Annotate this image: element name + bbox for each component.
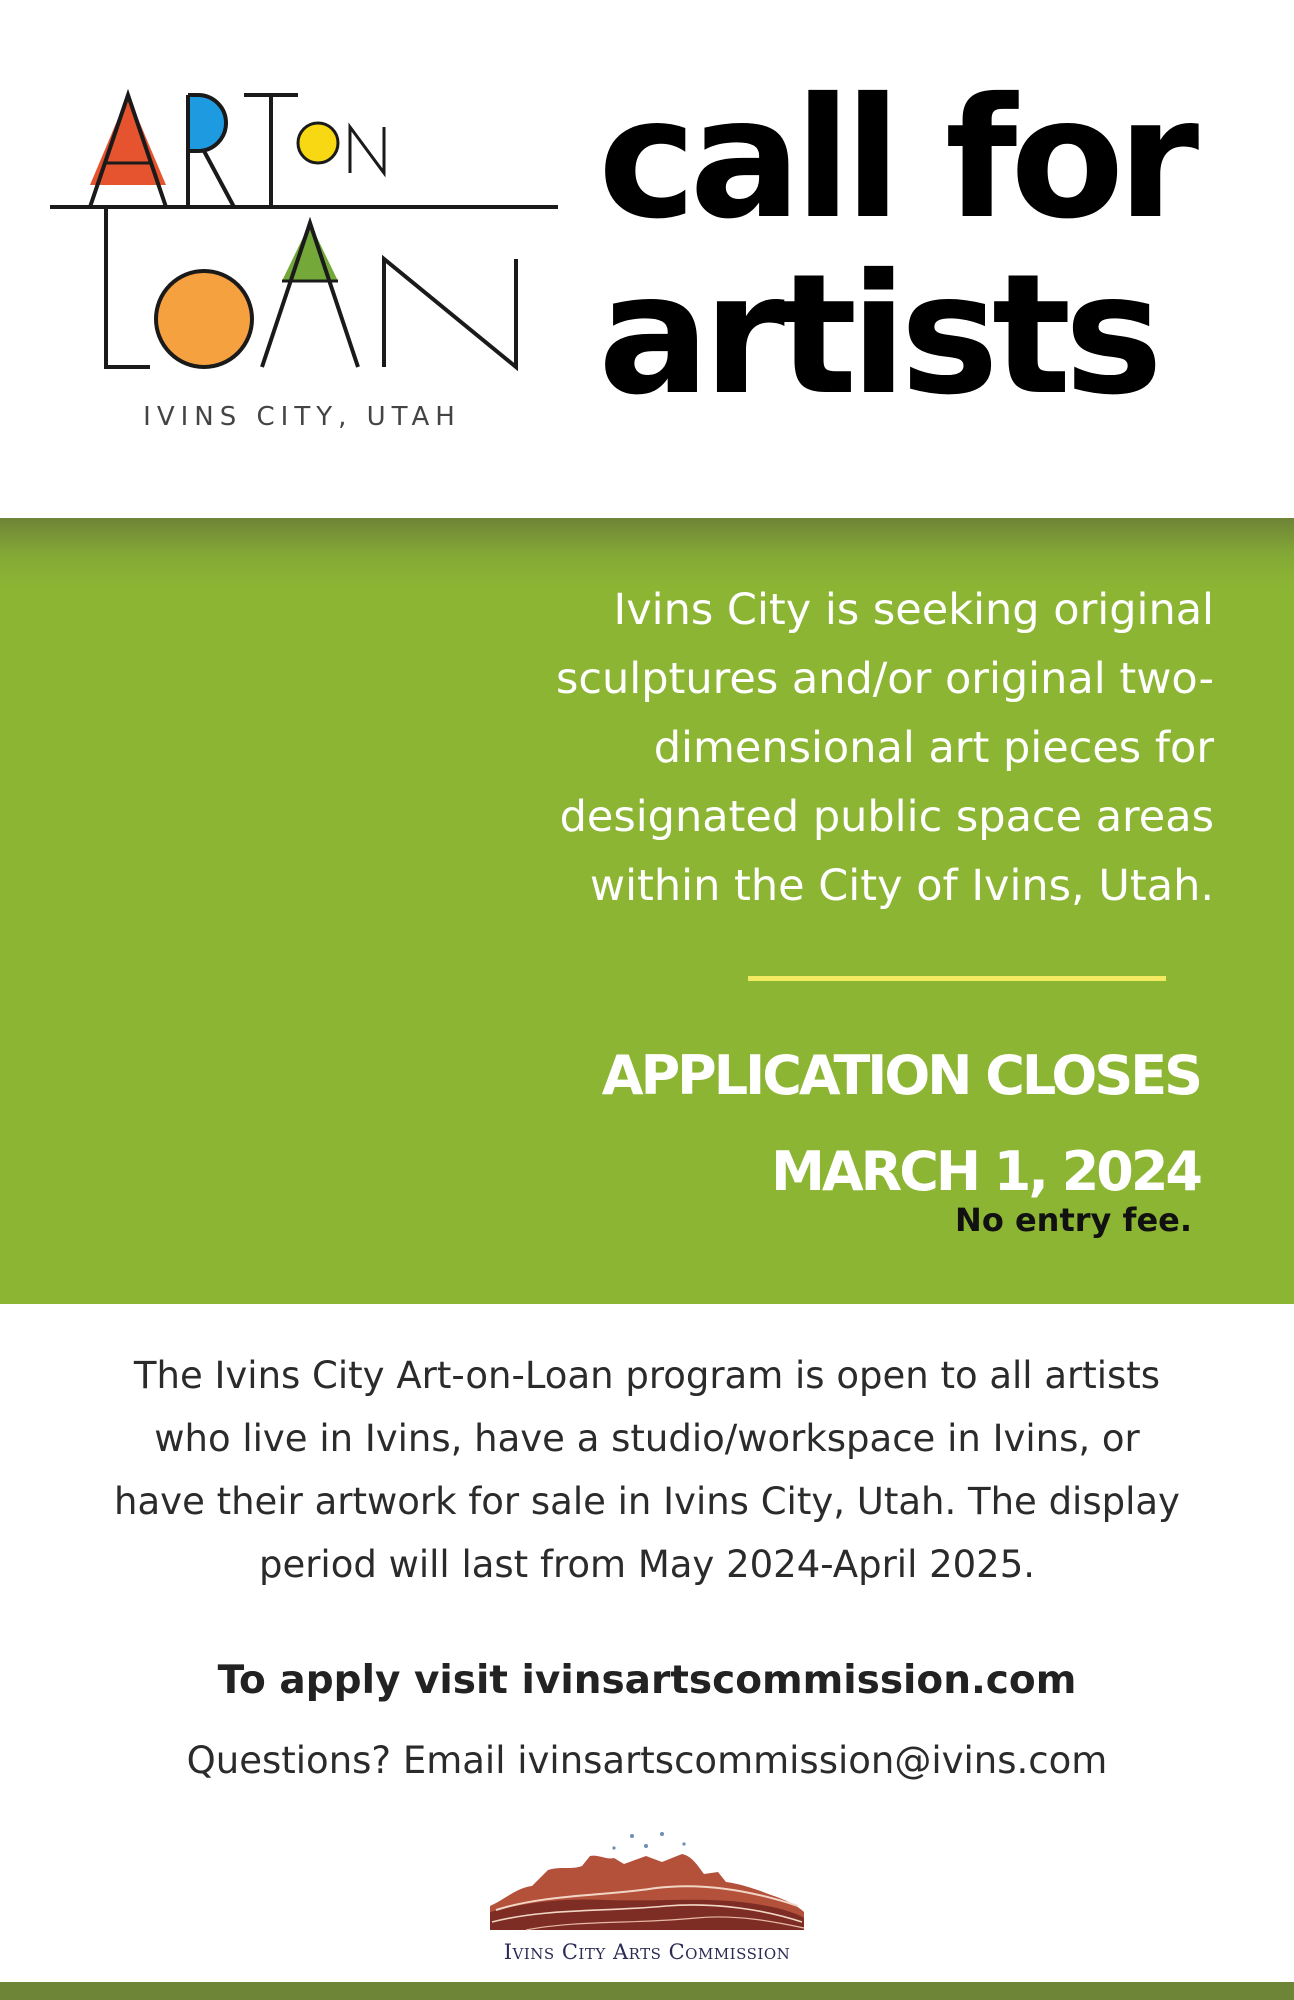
intro-line: within the City of Ivins, Utah. xyxy=(589,861,1214,911)
header-section xyxy=(0,0,1294,518)
program-line: have their artwork for sale in Ivins City, Utah. The display xyxy=(114,1480,1180,1523)
logo-letter-n-small xyxy=(350,127,384,173)
headline-line-1: call for xyxy=(598,63,1193,256)
footer-bar xyxy=(0,1982,1294,2000)
intro-text xyxy=(454,576,1214,921)
program-description xyxy=(60,1344,1234,1596)
apply-link[interactable]: To apply visit ivinsartscommission.com xyxy=(217,1658,1077,1703)
logo-letter-n xyxy=(384,259,516,367)
intro-line: Ivins City is seeking original xyxy=(613,585,1214,635)
logo-location: IVINS CITY, UTAH xyxy=(143,402,461,432)
logo-letter-a2-fill xyxy=(282,223,338,281)
logo-letter-o-large xyxy=(156,271,252,367)
headline-line-2: artists xyxy=(598,239,1157,432)
program-line: period will last from May 2024-April 2025. xyxy=(258,1543,1036,1586)
intro-line: dimensional art pieces for xyxy=(653,723,1214,773)
entry-fee-note: No entry fee. xyxy=(955,1201,1192,1239)
logo-letter-o-small xyxy=(298,123,338,163)
details-section xyxy=(0,1304,1294,1982)
intro-line: sculptures and/or original two- xyxy=(556,654,1214,704)
application-deadline xyxy=(400,1028,1200,1220)
divider xyxy=(748,976,1166,981)
deadline-line-1: APPLICATION CLOSES xyxy=(601,1044,1200,1107)
questions-email[interactable]: Questions? Email ivinsartscommission@ivins.com xyxy=(186,1739,1108,1782)
deadline-date: MARCH 1, 2024 xyxy=(771,1140,1200,1203)
commission-name: Ivins City Arts Commission xyxy=(503,1940,791,1964)
intro-line: designated public space areas xyxy=(559,792,1214,842)
logo-letter-l xyxy=(106,207,150,367)
art-on-loan-logo xyxy=(48,85,568,445)
mesa-landscape-icon xyxy=(486,1826,808,1940)
info-panel xyxy=(0,518,1294,1304)
program-line: who live in Ivins, have a studio/workspace in Ivins, or xyxy=(154,1417,1140,1460)
program-line: The Ivins City Art-on-Loan program is open to all artists xyxy=(133,1354,1161,1397)
headline xyxy=(598,63,1278,432)
arts-commission-logo xyxy=(486,1826,808,1976)
